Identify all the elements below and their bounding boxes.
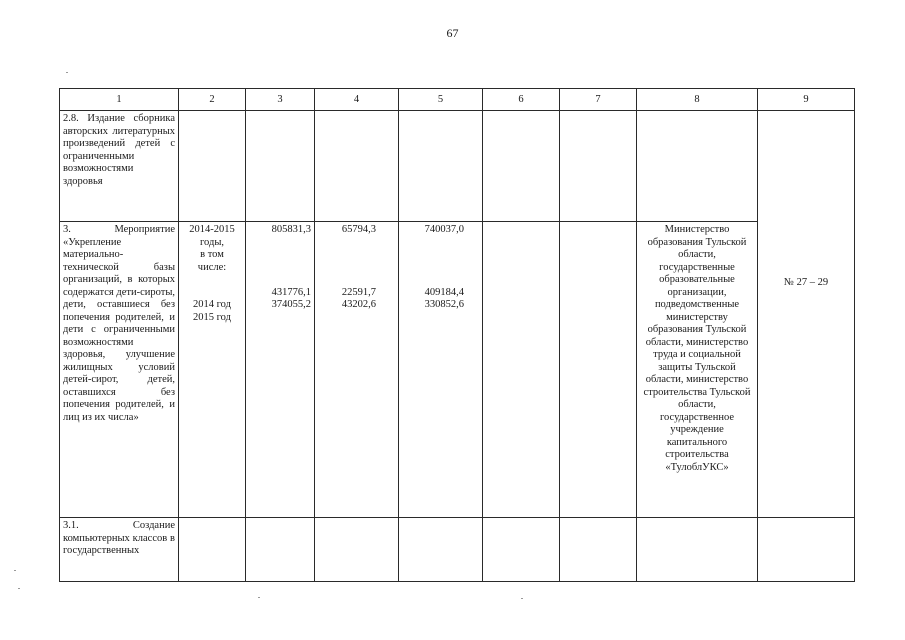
scan-speck	[258, 597, 260, 598]
reference-text: № 27 – 29	[783, 276, 829, 288]
column-header: 2	[179, 89, 246, 111]
year-label: 2014 год	[193, 299, 231, 310]
column-header: 3	[246, 89, 315, 111]
row-description: 3.1. Создание компьютерных классов в государственных	[60, 518, 179, 582]
table-row	[60, 518, 855, 582]
total-cost-cell: 805831,3 431776,1 374055,2	[246, 222, 315, 518]
federal-cost-cell: 65794,3 22591,7 43202,6	[315, 222, 399, 518]
year-label: 2015 год	[193, 311, 231, 323]
table-row	[60, 111, 855, 222]
column-header: 7	[560, 89, 637, 111]
column-header-row	[60, 89, 855, 111]
scan-speck	[18, 588, 20, 589]
column-header: 1	[60, 89, 179, 111]
period-cell: 2014-2015 годы, в том числе: 2014 год 2015 год	[179, 222, 246, 518]
executors-cell: Министерство образования Тульской области, государственные образовательные организации, подведомственные министерству образования Тульской области, министерство труда и социальной защиты Тульской области, министерство строительства Тульской области, государственное учреждение капитального строительства «ТулоблУКС»	[637, 222, 758, 518]
scan-speck	[66, 72, 68, 73]
regional-cost-cell: 740037,0 409184,4 330852,6	[399, 222, 483, 518]
column-header: 5	[399, 89, 483, 111]
page-number: 67	[446, 26, 459, 40]
column-header: 6	[483, 89, 560, 111]
row-description: 3. Мероприятие «Укрепление материально-технической базы организаций, в которых содержатся дети-сироты, дети, оставшиеся без попечения родителей, и дети с ограниченными возможностями здоровья, улучшение жилищных условий детей-сирот, детей, оставшихся без попечения родителей, и лиц из их числа»	[60, 222, 179, 518]
column-header: 4	[315, 89, 399, 111]
scan-speck	[521, 598, 523, 599]
program-table	[59, 88, 855, 582]
row-description: 2.8. Издание сборника авторских литературных произведений детей с ограниченными возможностями здоровья	[60, 111, 179, 222]
table-row	[60, 222, 855, 518]
column-header: 9	[758, 89, 855, 111]
column-header: 8	[637, 89, 758, 111]
reference-cell	[758, 111, 855, 518]
scan-speck	[14, 570, 16, 571]
